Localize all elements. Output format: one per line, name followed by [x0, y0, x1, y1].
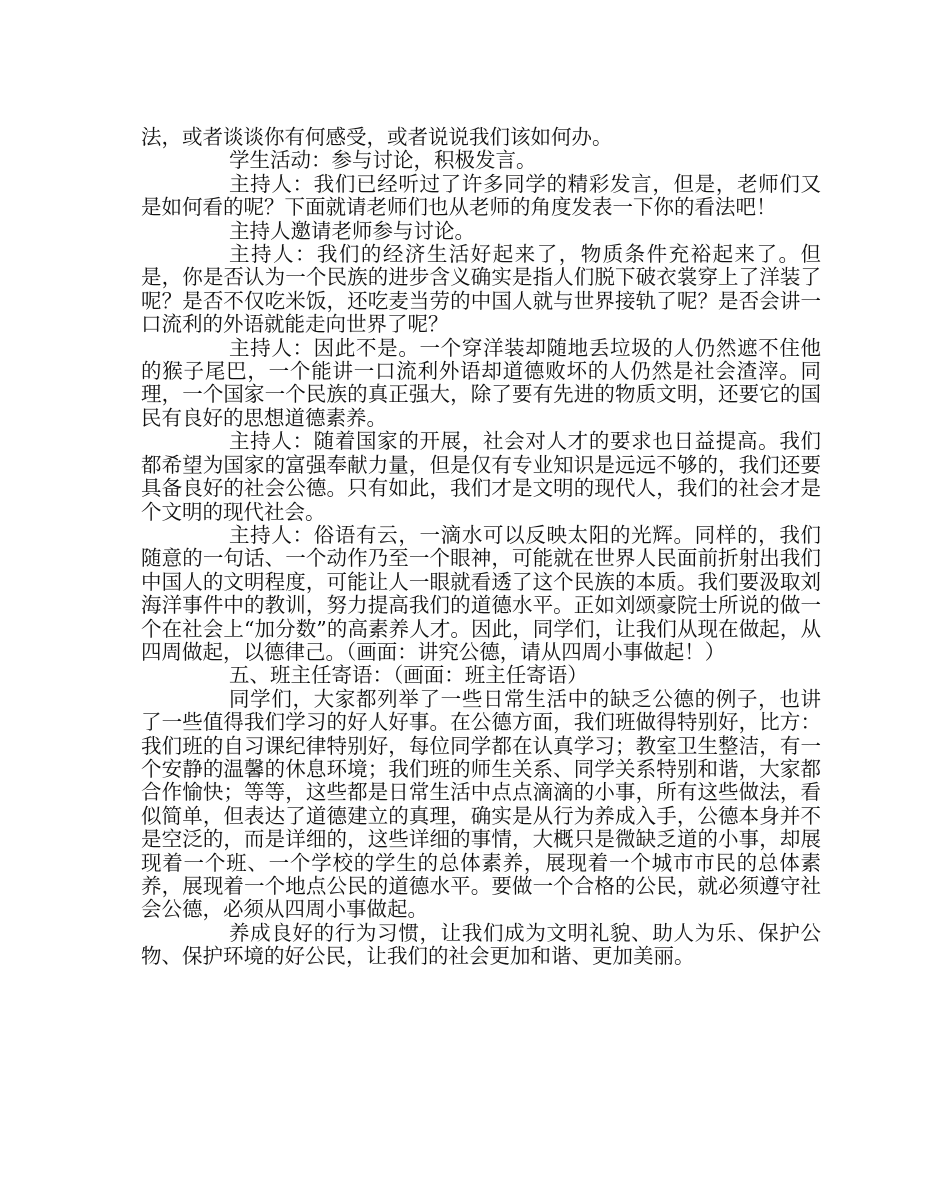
paragraph-closing: 养成良好的行为习惯，让我们成为文明礼貌、助人为乐、保护公物、保护环境的好公民，让我们的社会更加和谐、更加美丽。	[141, 920, 821, 969]
section-heading-teacher-message: 五、班主任寄语：（画面：班主任寄语）	[229, 663, 588, 688]
paragraph-host-answer: 主持人：因此不是。一个穿洋装却随地丢垃圾的人仍然遮不住他的猴子尾巴，一个能讲一口流利外语却道德败坏的人仍然是社会渣滓。同理，一个国家一个民族的真正强大，除了要有先进的物质文明，还要它的国民有良好的思想道德素养。	[141, 335, 821, 430]
paragraph-student-activity: 学生活动：参与讨论，积极发言。	[229, 148, 537, 173]
document-page	[141, 126, 821, 969]
paragraph-host-proverb: 主持人：俗语有云，一滴水可以反映太阳的光辉。同样的，我们随意的一句话、一个动作乃至一个眼神，可能就在世界人民面前折射出我们中国人的文明程度，可能让人一眼就看透了这个民族的本质。我们要汲取刘海洋事件中的教训，努力提高我们的道德水平。正如刘颂豪院士所说的做一个在社会上“加分数”的高素养人才。因此，同学们，让我们从现在做起，从四周做起，以德律己。（画面：讲究公德，请从四周小事做起！）	[141, 522, 821, 664]
paragraph-host-economy: 主持人：我们的经济生活好起来了，物质条件充裕起来了。但是，你是否认为一个民族的进步含义确实是指人们脱下破衣裳穿上了洋装了呢？是否不仅吃米饭，还吃麦当劳的中国人就与世界接轨了呢？是否会讲一口流利的外语就能走向世界了呢？	[141, 242, 821, 337]
paragraph-host-teachers-view: 主持人：我们已经听过了许多同学的精彩发言，但是，老师们又是如何看的呢？下面就请老师们也从老师的角度发表一下你的看法吧！	[141, 171, 821, 220]
paragraph-host-social-ethics: 主持人：随着国家的开展，社会对人才的要求也日益提高。我们都希望为国家的富强奉献力量，但是仅有专业知识是远远不够的，我们还要具备良好的社会公德。只有如此，我们才是文明的现代人，我们的社会才是个文明的现代社会。	[141, 429, 821, 524]
paragraph-host-invites-teachers: 主持人邀请老师参与讨论。	[229, 218, 475, 243]
paragraph-teacher-message: 同学们，大家都列举了一些日常生活中的缺乏公德的例子，也讲了一些值得我们学习的好人好事。在公德方面，我们班做得特别好，比方：我们班的自习课纪律特别好，每位同学都在认真学习；教室卫生整洁，有一个安静的温馨的休息环境；我们班的师生关系、同学关系特别和谐，大家都合作愉快；等等，这些都是日常生活中点点滴滴的小事，所有这些做法，看似简单，但表达了道德建立的真理，确实是从行为养成入手，公德本身并不是空泛的，而是详细的，这些详细的事情，大概只是微缺乏道的小事，却展现着一个班、一个学校的学生的总体素养，展现着一个城市市民的总体素养，展现着一个地点公民的道德水平。要做一个合格的公民，就必须遵守社会公德，必须从四周小事做起。	[141, 686, 821, 922]
paragraph-continued: 法，或者谈谈你有何感受，或者说说我们该如何办。	[141, 125, 613, 149]
